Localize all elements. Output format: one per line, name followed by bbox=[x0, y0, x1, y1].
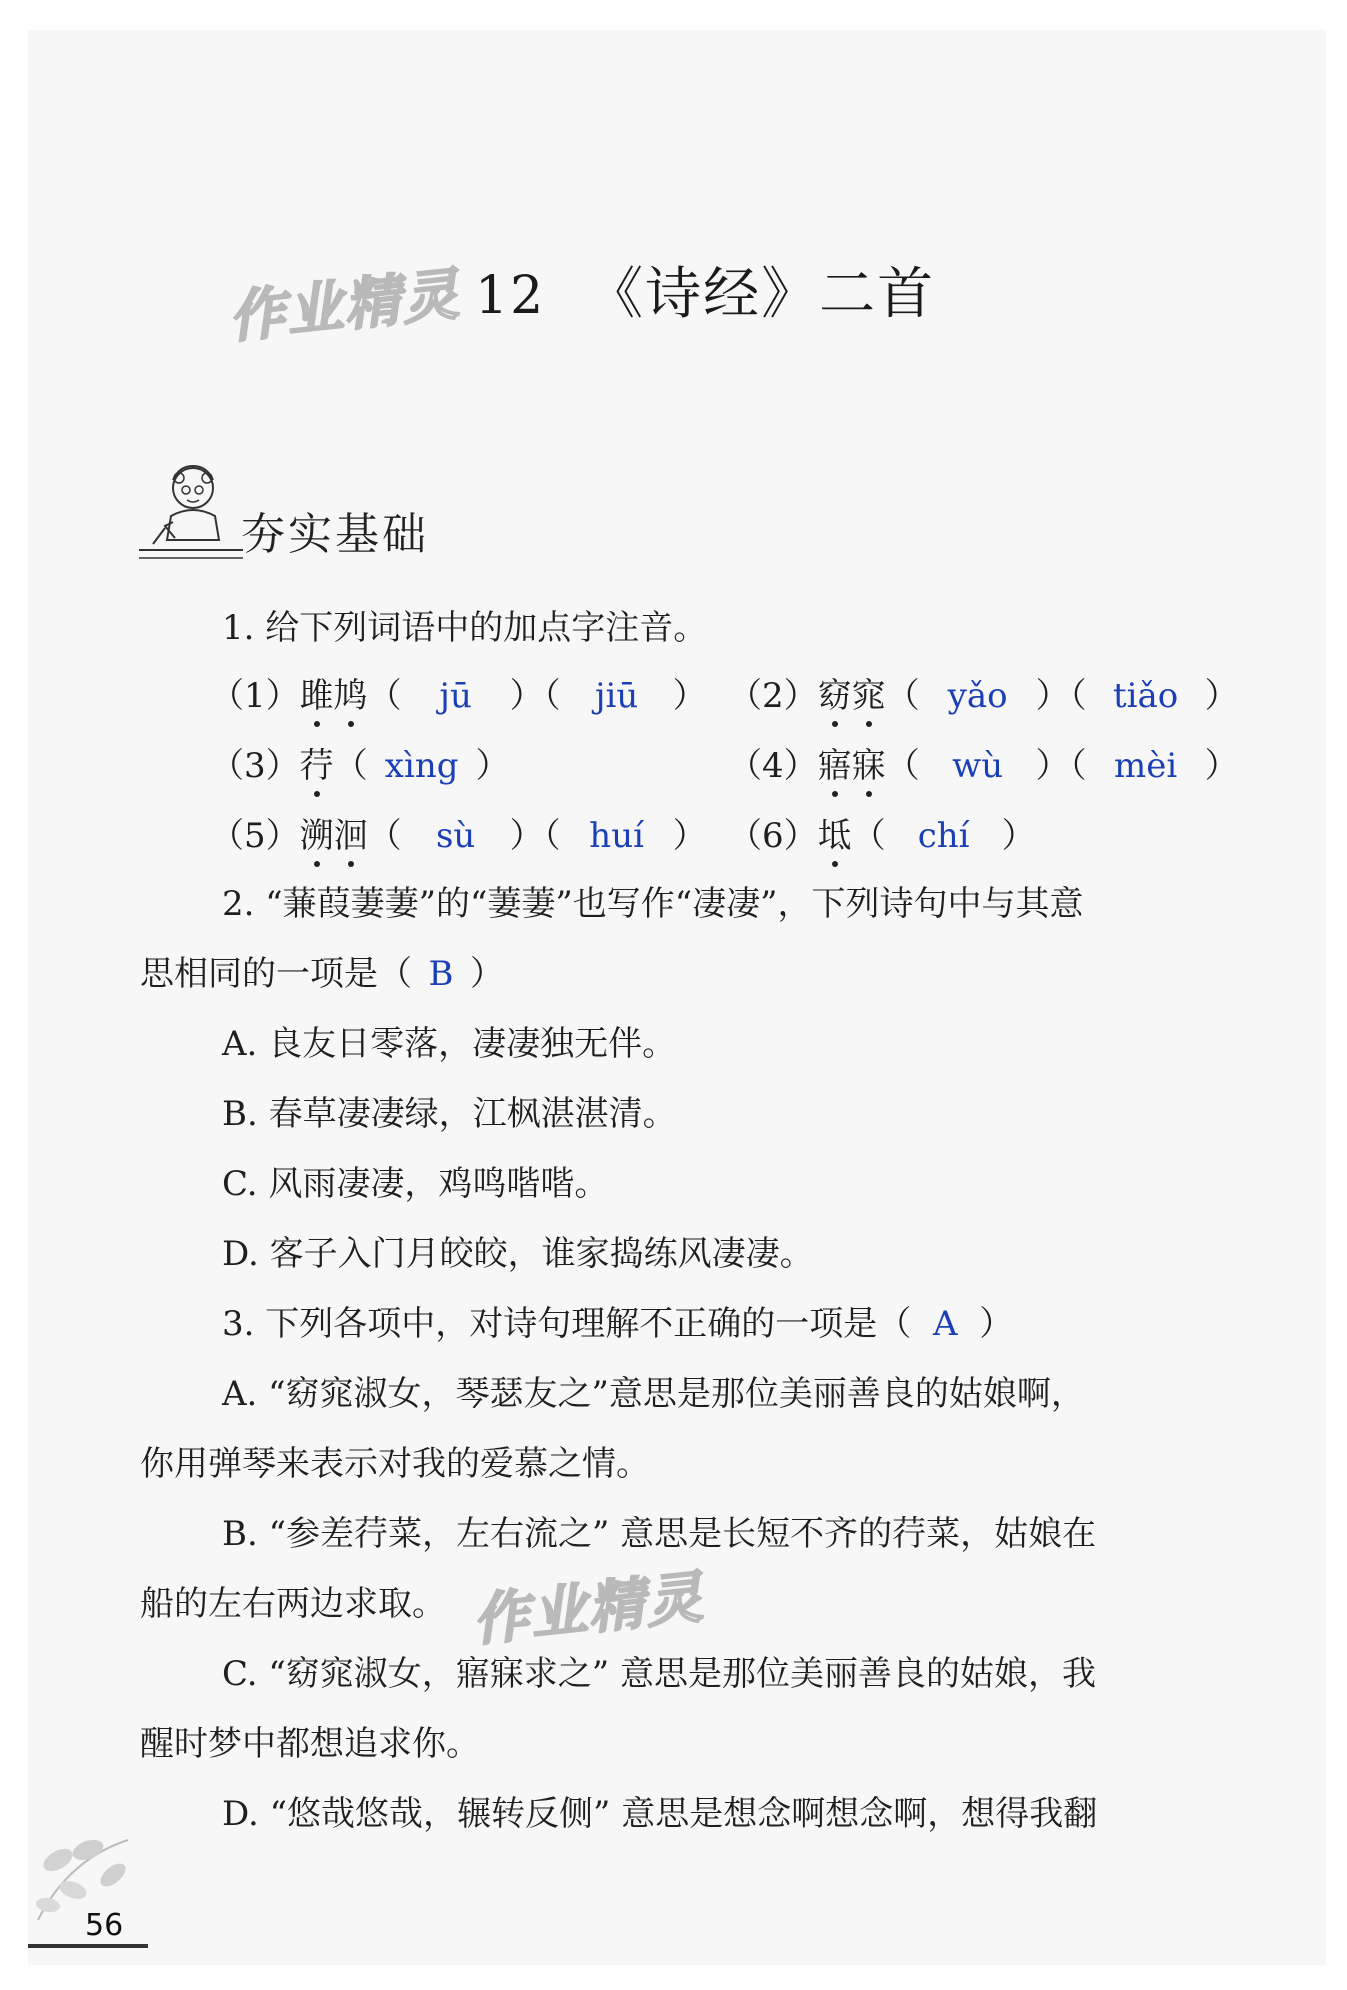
q1-stem: 1. 给下列词语中的加点字注音。 bbox=[222, 608, 708, 648]
q1-item-5: （5）溯洄（ sù ）（ huí ） bbox=[210, 808, 707, 857]
answer-pinyin: tiǎo bbox=[1113, 676, 1179, 716]
lesson-title bbox=[475, 250, 935, 330]
q2-option-a: A. 良友日零落，凄凄独无伴。 bbox=[222, 1024, 677, 1064]
q3-option-c-line2: 醒时梦中都想追求你。 bbox=[140, 1724, 480, 1764]
q3-option-c-line1: C. “窈窕淑女，寤寐求之” 意思是那位美丽善良的姑娘，我 bbox=[222, 1654, 1096, 1694]
answer-pinyin: jiū bbox=[594, 676, 639, 716]
answer-pinyin: wù bbox=[952, 746, 1004, 786]
q1-item-4: （4）寤寐（ wù ）（ mèi ） bbox=[728, 738, 1239, 787]
q2-stem-line2: 思相同的一项是（ B ） bbox=[140, 954, 504, 994]
lesson-number: 12 bbox=[475, 266, 546, 326]
q1-item-2: （2）窈窕（ yǎo ）（ tiǎo ） bbox=[728, 668, 1239, 717]
q1-item-3: （3）荇（ xìng ） bbox=[210, 738, 510, 787]
q2-answer: B bbox=[428, 954, 454, 994]
q3-stem: 3. 下列各项中，对诗句理解不正确的一项是（ A ） bbox=[222, 1304, 1014, 1344]
q2-option-d: D. 客子入门月皎皎，谁家捣练风凄凄。 bbox=[222, 1234, 814, 1274]
q1-item-1: （1）雎鸠（ jū ）（ jiū ） bbox=[210, 668, 707, 717]
lesson-name: 《诗经》二首 bbox=[587, 262, 936, 327]
watermark-bottom: 作业精灵 bbox=[469, 1565, 708, 1654]
q1-item-6: （6）坻（ chí ） bbox=[728, 808, 1036, 857]
q3-option-d-line1: D. “悠哉悠哉，辗转反侧” 意思是想念啊想念啊，想得我翻 bbox=[222, 1794, 1098, 1834]
answer-pinyin: xìng bbox=[384, 746, 459, 786]
answer-pinyin: yǎo bbox=[947, 676, 1008, 716]
q3-option-b-line1: B. “参差荇菜，左右流之” 意思是长短不齐的荇菜，姑娘在 bbox=[222, 1514, 1097, 1554]
q2-option-b: B. 春草凄凄绿，江枫湛湛清。 bbox=[222, 1094, 677, 1134]
q3-option-a-line2: 你用弹琴来表示对我的爱慕之情。 bbox=[140, 1444, 650, 1484]
teacher-illustration-icon bbox=[135, 458, 245, 568]
page-footer-bar bbox=[28, 1944, 148, 1948]
answer-pinyin: huí bbox=[589, 816, 644, 856]
q3-option-b-line2: 船的左右两边求取。 bbox=[140, 1584, 446, 1624]
answer-pinyin: jū bbox=[439, 676, 472, 716]
q3-option-a-line1: A. “窈窕淑女，琴瑟友之”意思是那位美丽善良的姑娘啊， bbox=[222, 1374, 1085, 1414]
answer-pinyin: chí bbox=[917, 816, 970, 856]
section-title: 夯实基础 bbox=[241, 509, 429, 560]
answer-pinyin: sù bbox=[435, 816, 476, 856]
page-number: 56 bbox=[85, 1908, 124, 1943]
q2-option-c: C. 风雨凄凄，鸡鸣喈喈。 bbox=[222, 1164, 609, 1204]
q2-stem-line1: 2. “蒹葭萋萋”的“萋萋”也写作“凄凄”，下列诗句中与其意 bbox=[222, 884, 1084, 924]
q3-answer: A bbox=[932, 1304, 958, 1344]
section-header bbox=[135, 458, 455, 568]
answer-pinyin: mèi bbox=[1114, 746, 1178, 786]
watermark-top: 作业精灵 bbox=[225, 262, 464, 351]
